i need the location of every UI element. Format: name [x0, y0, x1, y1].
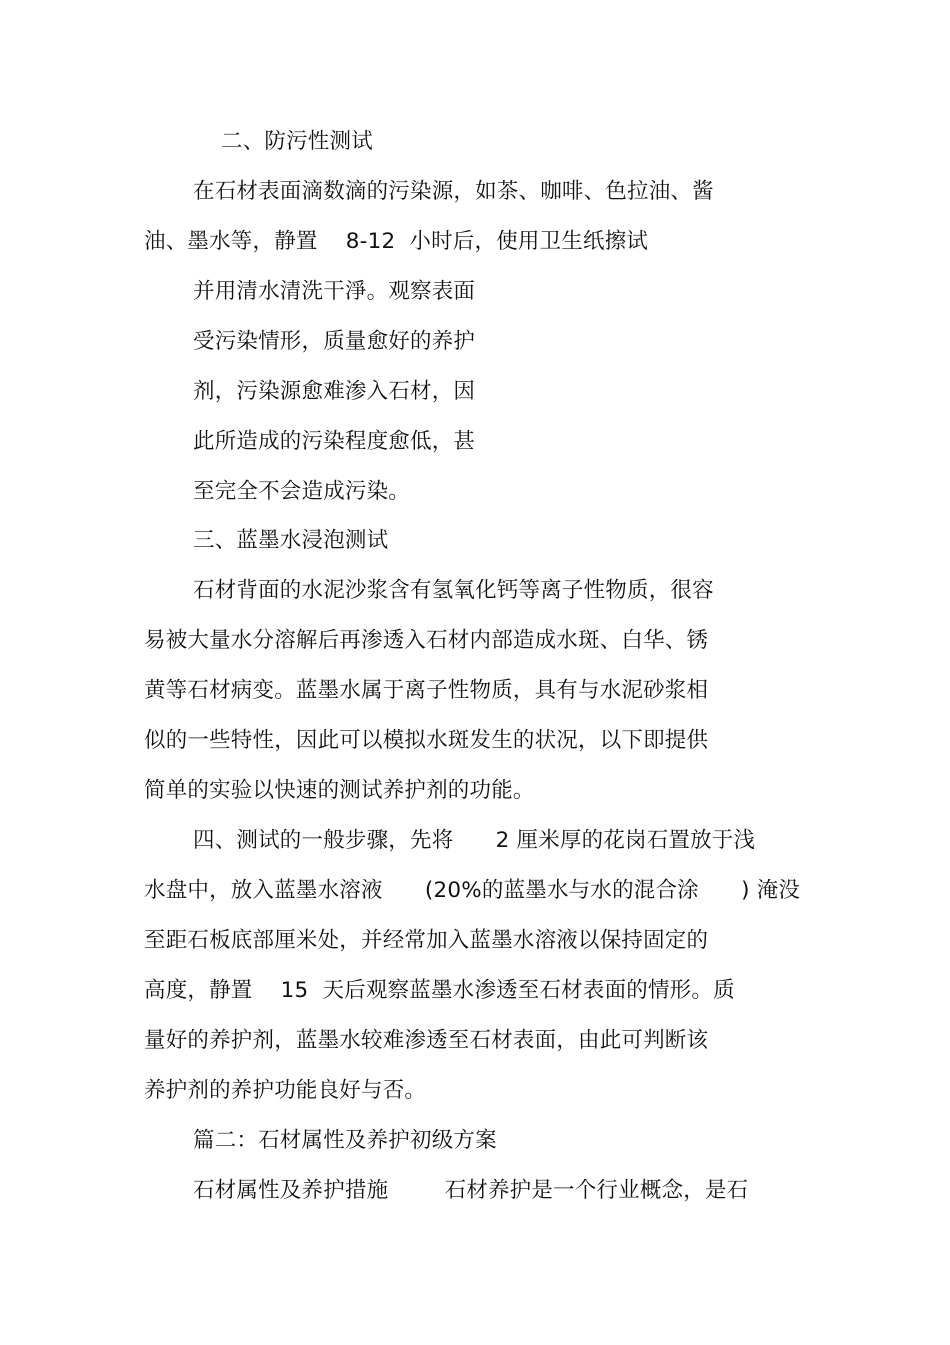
- section-heading: 篇二：石材属性及养护初级方案: [193, 1128, 497, 1153]
- paragraph-line: 此所造成的污染程度愈低，甚: [193, 429, 476, 454]
- paragraph-line: 水盘中，放入蓝墨水溶液 (20%的蓝墨水与水的混合涂 ) 淹没: [144, 878, 801, 903]
- paragraph-line: 似的一些特性，因此可以模拟水斑发生的状况，以下即提供: [144, 728, 709, 753]
- paragraph-line: 养护剂的养护功能良好与否。: [144, 1078, 427, 1103]
- paragraph-line: 四、测试的一般步骤，先将 2 厘米厚的花岗石置放于浅: [193, 828, 756, 853]
- paragraph-line: 量好的养护剂，蓝墨水较难渗透至石材表面，由此可判断该: [144, 1028, 709, 1053]
- paragraph-line: 油、墨水等，静置 8-12 小时后，使用卫生纸擦试: [144, 229, 649, 254]
- paragraph-line: 易被大量水分溶解后再渗透入石材内部造成水斑、白华、锈: [144, 628, 709, 653]
- section-heading: 三、蓝墨水浸泡测试: [193, 528, 389, 553]
- paragraph-line: 简单的实验以快速的测试养护剂的功能。: [144, 778, 535, 803]
- section-heading: 二、防污性测试: [221, 129, 373, 154]
- paragraph-line: 在石材表面滴数滴的污染源，如茶、咖啡、色拉油、酱: [193, 179, 714, 204]
- paragraph-line: 黄等石材病变。蓝墨水属于离子性物质，具有与水泥砂浆相: [144, 678, 709, 703]
- paragraph-line: 受污染情形，质量愈好的养护: [193, 329, 476, 354]
- paragraph-line: 并用清水清洗干淨。观察表面: [193, 279, 476, 304]
- paragraph-line: 剂，污染源愈难渗入石材，因: [193, 379, 476, 404]
- paragraph-line: 石材背面的水泥沙浆含有氢氧化钙等离子性物质，很容: [193, 578, 714, 603]
- paragraph-line: 高度，静置 15 天后观察蓝墨水渗透至石材表面的情形。质: [144, 978, 735, 1003]
- paragraph-line: 至完全不会造成污染。: [193, 479, 411, 504]
- paragraph-line: 至距石板底部厘米处，并经常加入蓝墨水溶液以保持固定的: [144, 928, 709, 953]
- paragraph-line: 石材属性及养护措施 石材养护是一个行业概念，是石: [193, 1178, 749, 1203]
